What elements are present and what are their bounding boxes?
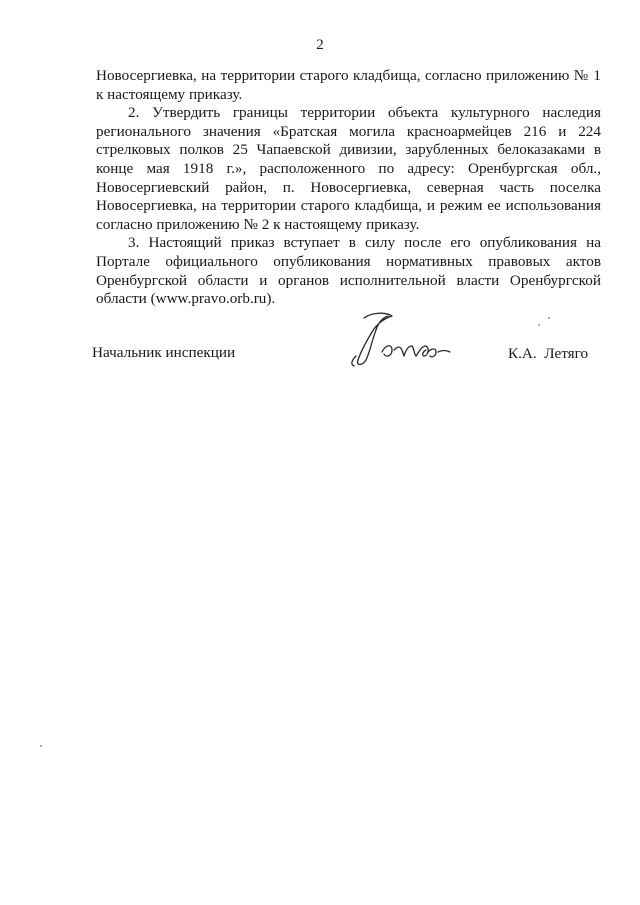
handwritten-signature <box>342 306 462 376</box>
scan-speck <box>548 317 550 319</box>
scan-speck <box>538 324 540 326</box>
paragraph-2: 2. Утвердить границы территории объекта культурного наследия регионального значения «Братская могила красноармейцев 216 и 224 стрелковых полков 25 Чапаевской дивизии, зарубленных белоказаками в конце мая 1918 г.», расположенного по адресу: Оренбургская обл., Новосергиевский район, п. Новосергиевка, северная часть поселка Новосергиевка, на территории старого кладбища, и режим ее использования согласно приложению № 2 к настоящему приказу. <box>96 104 601 233</box>
signatory-name: К.А. Летяго <box>508 345 589 362</box>
scan-speck <box>40 745 42 747</box>
page-number: 2 <box>316 37 324 53</box>
paragraph-3: 3. Настоящий приказ вступает в силу после его опубликования на Портале официального опубликования нормативных правовых актов Оренбургской области и органов исполнительной власти Оренбургской области (www.pravo.orb.ru). <box>96 234 601 308</box>
signatory-position: Начальник инспекции <box>92 344 236 361</box>
paragraph-1: Новосергиевка, на территории старого кладбища, согласно приложению № 1 к настоящему приказу. <box>96 67 601 103</box>
